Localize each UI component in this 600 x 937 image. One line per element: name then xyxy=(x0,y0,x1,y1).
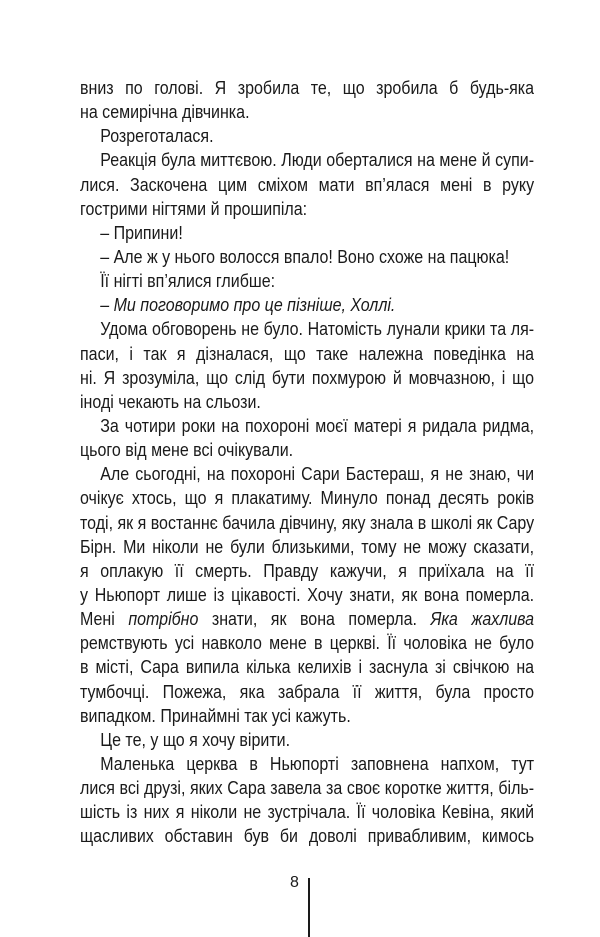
text-line xyxy=(80,173,534,197)
text-line-content xyxy=(80,824,534,848)
text-line xyxy=(80,76,534,100)
text-line xyxy=(80,559,534,583)
text-line-content xyxy=(80,221,534,245)
text-line-content xyxy=(80,100,534,124)
text-segment: Розреготалася. xyxy=(100,126,214,147)
text-line-content xyxy=(80,173,534,197)
text-segment: в місті, Сара випила кілька келихів і заснула зі свічкою на xyxy=(80,657,535,678)
text-line xyxy=(80,414,534,438)
text-line xyxy=(80,824,534,848)
text-segment: у Ньюпорт лише із цікавості. Хочу знати, як вона померла. xyxy=(80,584,535,605)
text-line xyxy=(80,317,534,341)
text-line-content xyxy=(80,269,534,293)
text-line xyxy=(80,680,534,704)
text-segment: Удома обговорень не було. Натомість лунали крики та ля- xyxy=(100,319,535,340)
text-line-content xyxy=(80,245,534,269)
text-line-content xyxy=(80,583,534,607)
text-segment: іноді чекають на сльози. xyxy=(80,391,261,412)
text-line-content xyxy=(80,197,534,221)
text-segment: паси, і так я дізналася, що таке належна поведінка на xyxy=(80,343,535,364)
text-line-content xyxy=(80,535,534,559)
text-line-content xyxy=(80,752,534,776)
text-line-content xyxy=(80,655,534,679)
text-line-content xyxy=(80,438,534,462)
text-segment: Мені xyxy=(80,609,129,630)
text-line xyxy=(80,390,534,414)
text-line-content xyxy=(80,486,534,510)
text-line xyxy=(80,631,534,655)
text-segment: вниз по голові. Я зробила те, що зробила б будь-яка xyxy=(80,78,535,98)
text-segment: шість із них я ніколи не зустрічала. Її чоловіка Кевіна, який xyxy=(80,802,535,823)
text-segment: Це те, у що я хочу вірити. xyxy=(100,729,291,750)
text-segment: ні. Я зрозуміла, що слід бути похмурою й мовчазною, і що xyxy=(80,367,535,388)
text-segment: цього від мене всі очікували. xyxy=(80,440,294,461)
text-segment: я оплакую її смерть. Правду кажучи, я приїхала на її xyxy=(80,560,535,581)
text-line xyxy=(80,583,534,607)
text-segment: лися. Заскочена цим сміхом мати вп’ялася мені в руку xyxy=(80,174,535,195)
text-line xyxy=(80,342,534,366)
page-number: 8 xyxy=(290,874,299,891)
text-line xyxy=(80,124,534,148)
text-line-content xyxy=(80,631,534,655)
text-line xyxy=(80,245,534,269)
text-segment: очікує хтось, що я плакатиму. Минуло понад десять років xyxy=(80,488,535,509)
text-segment: лися всі друзі, яких Сара завела за своє коротке життя, біль- xyxy=(80,778,535,799)
text-segment: щасливих обставин був би доволі привабливим, кимось xyxy=(80,826,535,847)
text-segment: на семирічна дівчинка. xyxy=(80,102,250,123)
text-line-content xyxy=(80,800,534,824)
text-line xyxy=(80,800,534,824)
text-line-content xyxy=(80,559,534,583)
text-segment: Реакція була миттєвою. Люди оберталися на мене й супи- xyxy=(100,150,535,171)
text-line-content xyxy=(80,293,534,317)
text-line xyxy=(80,752,534,776)
text-line-content xyxy=(80,366,534,390)
text-line xyxy=(80,438,534,462)
text-segment: За чотири роки на похороні моєї матері я ридала ридма, xyxy=(100,415,535,436)
text-line xyxy=(80,462,534,486)
text-segment: – Але ж у нього волосся впало! Воно схоже на пацюка! xyxy=(100,246,510,267)
text-segment: Бірн. Ми ніколи не були близькими, тому не можу сказати, xyxy=(80,536,535,557)
text-segment: випадком. Принаймні так усі кажуть. xyxy=(80,705,351,726)
italic-text: потрібно xyxy=(128,609,199,630)
text-line xyxy=(80,366,534,390)
text-line xyxy=(80,704,534,728)
text-line-content xyxy=(80,317,534,341)
text-line-content xyxy=(80,76,534,100)
text-line xyxy=(80,607,534,631)
text-line-content xyxy=(80,607,534,631)
text-line-content xyxy=(80,462,534,486)
text-line xyxy=(80,728,534,752)
text-line xyxy=(80,148,534,172)
body-text xyxy=(80,76,534,849)
text-line-content xyxy=(80,776,534,800)
text-segment: Її нігті вп’ялися глибше: xyxy=(100,271,276,292)
text-line xyxy=(80,293,534,317)
text-line xyxy=(80,535,534,559)
text-segment: – Припини! xyxy=(100,222,183,243)
italic-text: – Ми поговоримо про це пізніше, Холлі. xyxy=(100,295,396,316)
text-line-content xyxy=(80,124,534,148)
text-segment: ремствують усі навколо мене в церкві. Її чоловіка не було xyxy=(80,633,535,654)
text-line xyxy=(80,776,534,800)
text-line-content xyxy=(80,342,534,366)
text-segment: тоді, як я востаннє бачила дівчину, яку знала в школі як Сару xyxy=(80,512,535,533)
page-number-rule xyxy=(308,878,310,937)
text-segment: тумбочці. Пожежа, яка забрала її життя, була просто xyxy=(80,681,535,702)
text-line xyxy=(80,221,534,245)
text-line-content xyxy=(80,680,534,704)
text-line xyxy=(80,486,534,510)
text-segment: гострими нігтями й прошипіла: xyxy=(80,198,308,219)
text-line-content xyxy=(80,148,534,172)
text-line xyxy=(80,197,534,221)
text-line xyxy=(80,511,534,535)
text-line-content xyxy=(80,704,534,728)
text-segment: знати, як вона померла. xyxy=(198,609,431,630)
text-line xyxy=(80,655,534,679)
text-line xyxy=(80,100,534,124)
text-line-content xyxy=(80,390,534,414)
italic-text: Яка жахлива xyxy=(430,609,535,630)
text-line-content xyxy=(80,728,534,752)
text-line-content xyxy=(80,414,534,438)
text-line xyxy=(80,269,534,293)
text-segment: Маленька церква в Ньюпорті заповнена напхом, тут xyxy=(100,753,535,774)
text-line-content xyxy=(80,511,534,535)
text-segment: Але сьогодні, на похороні Сари Бастераш, я не знаю, чи xyxy=(100,464,535,485)
